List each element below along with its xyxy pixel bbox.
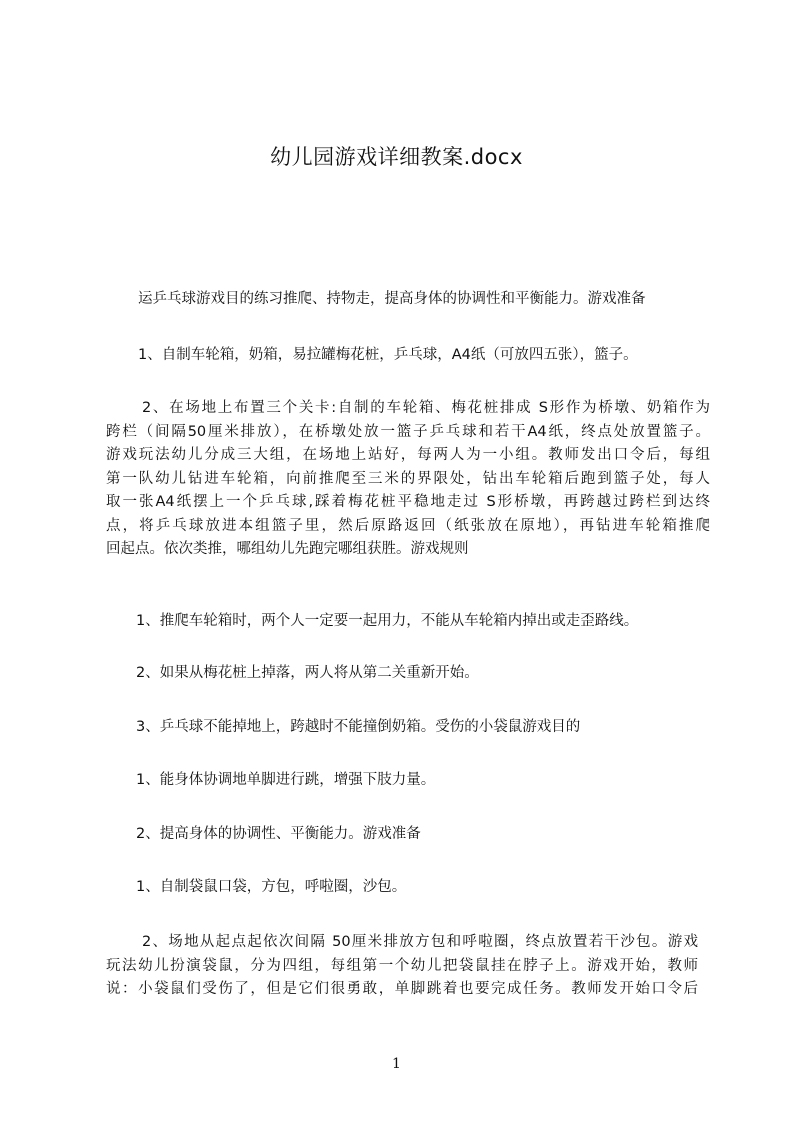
text-line: 玩法幼儿扮演袋鼠，分为四组，每组第一个幼儿把袋鼠挂在脖子上。游戏开始，教师: [106, 957, 698, 974]
text-line: 回起点。依次类推，哪组幼儿先跑完哪组获胜。游戏规则: [106, 541, 469, 557]
rule-item: 2、如果从梅花桩上掉落，两人将从第二关重新开始。: [136, 665, 479, 681]
document-title: 幼儿园游戏详细教案.docx: [270, 145, 523, 169]
text-line: 点，将乒乓球放进本组篮子里，然后原路返回（纸张放在原地），再钻进车轮箱推爬: [106, 517, 710, 534]
text-line: 跨栏（间隔50厘米排放），在桥墩处放一篮子乒乓球和若干A4纸，终点处放置篮子。: [106, 423, 710, 440]
rule-item: 3、乒乓球不能掉地上，跨越时不能撞倒奶箱。受伤的小袋鼠游戏目的: [136, 719, 581, 735]
text-line: 2、场地从起点起依次间隔 50厘米排放方包和呼啦圈，终点放置若干沙包。游戏: [142, 934, 698, 950]
paragraph-intro: 运乒乓球游戏目的练习推爬、持物走，提高身体的协调性和平衡能力。游戏准备: [138, 291, 646, 307]
text-line: 2、在场地上布置三个关卡:自制的车轮箱、梅花桩排成 S形作为桥墩、奶箱作为: [142, 400, 710, 416]
goal-item: 2、提高身体的协调性、平衡能力。游戏准备: [136, 826, 421, 842]
text-line: 说：小袋鼠们受伤了，但是它们很勇敢，单脚跳着也要完成任务。教师发开始口令后: [106, 981, 698, 997]
text-line: 取一张A4纸摆上一个乒乓球,踩着梅花桩平稳地走过 S形桥墩，再跨越过跨栏到达终: [106, 494, 710, 510]
goal-item: 1、能身体协调地单脚进行跳，增强下肢力量。: [136, 772, 436, 788]
text-line: 第一队幼儿钻进车轮箱，向前推爬至三米的界限处，钻出车轮箱后跑到篮子处，每人: [106, 470, 710, 487]
page-number: 1: [392, 1056, 401, 1072]
paragraph-setup-block: [106, 397, 710, 562]
paragraph-preparation: 1、自制车轮箱，奶箱，易拉罐梅花桩，乒乓球，A4纸（可放四五张），篮子。: [138, 347, 638, 363]
paragraph-kangaroo-block: [106, 931, 698, 1002]
text-line: 游戏玩法幼儿分成三大组，在场地上站好，每两人为一小组。教师发出口令后，每组: [106, 447, 710, 463]
preparation-item: 1、自制袋鼠口袋，方包，呼啦圈，沙包。: [136, 879, 407, 895]
rule-item: 1、推爬车轮箱时，两个人一定要一起用力，不能从车轮箱内掉出或走歪路线。: [136, 613, 639, 629]
